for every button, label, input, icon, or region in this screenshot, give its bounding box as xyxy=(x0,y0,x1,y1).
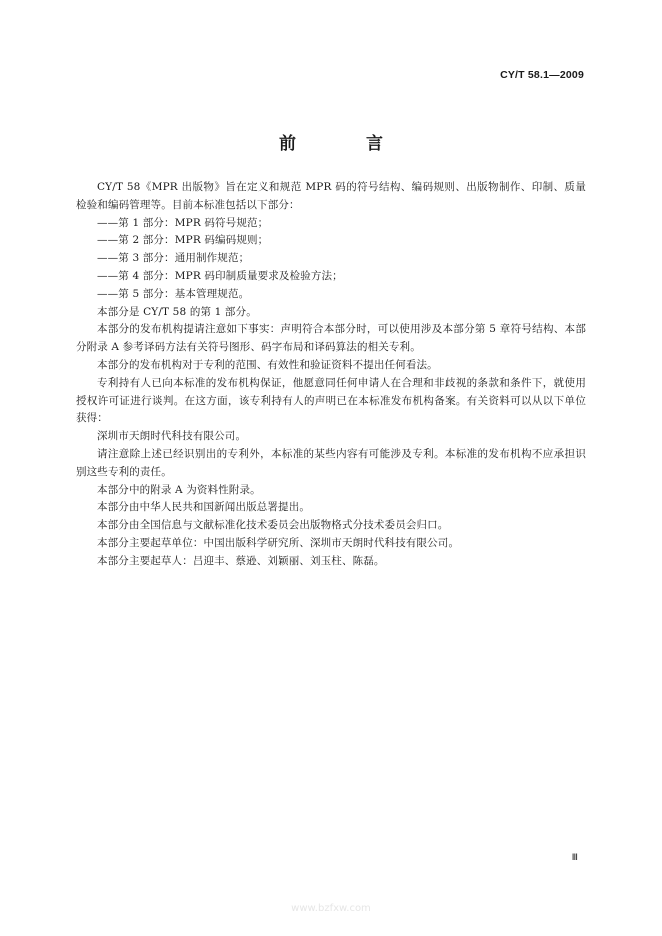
paragraph-drafting-units: 本部分主要起草单位：中国出版科学研究所、深圳市天朗时代科技有限公司。 xyxy=(97,536,460,549)
paragraph-annex: 本部分中的附录 A 为资料性附录。 xyxy=(97,483,261,496)
paragraph-committee: 本部分由全国信息与文献标准化技术委员会出版物格式分技术委员会归口。 xyxy=(97,519,449,532)
list-item-part-2: ——第 2 部分：MPR 码编码规则； xyxy=(97,234,269,247)
paragraph-proposer: 本部分由中华人民共和国新闻出版总署提出。 xyxy=(97,501,310,514)
page-title: 前 言 xyxy=(279,134,415,154)
paragraph-company: 深圳市天朗时代科技有限公司。 xyxy=(97,430,247,443)
watermark-text: www.bzfxw.com xyxy=(291,903,371,914)
list-item-part-3: ——第 3 部分：通用制作规范； xyxy=(97,252,250,265)
paragraph-patent-position: 本部分的发布机构对于专利的范围、有效性和验证资料不提出任何看法。 xyxy=(97,358,438,371)
paragraph-patent-notice: 本部分的发布机构提请注意如下事实：声明符合本部分时，可以使用涉及本部分第 5 章符号结构、本部分附录 A 参考译码方法有关符号图形、码字布局和译码算法的相关专利。 xyxy=(76,323,586,354)
list-item-part-1: ——第 1 部分：MPR 码符号规范； xyxy=(97,216,269,229)
standard-code: CY/T 58.1—2009 xyxy=(500,69,584,81)
list-item-part-4: ——第 4 部分：MPR 码印制质量要求及检验方法； xyxy=(97,269,343,282)
page-number: Ⅲ xyxy=(571,853,578,863)
paragraph-intro: CY/T 58《MPR 出版物》旨在定义和规范 MPR 码的符号结构、编码规则、出版物制作、印制、质量检验和编码管理等。目前本标准包括以下部分： xyxy=(76,181,586,211)
list-item-part-5: ——第 5 部分：基本管理规范。 xyxy=(97,287,250,300)
foreword-body xyxy=(76,179,586,571)
paragraph-drafters: 本部分主要起草人：吕迎丰、蔡逊、刘颖丽、刘玉柱、陈磊。 xyxy=(97,554,385,567)
paragraph-patent-disclaimer: 请注意除上述已经识别出的专利外，本标准的某些内容有可能涉及专利。本标准的发布机构不应承担识别这些专利的责任。 xyxy=(76,447,586,478)
paragraph-part-statement: 本部分是 CY/T 58 的第 1 部分。 xyxy=(97,305,257,318)
paragraph-patent-holder: 专利持有人已向本标准的发布机构保证，他愿意同任何申请人在合理和非歧视的条款和条件下，就使用授权许可证进行谈判。在这方面，该专利持有人的声明已在本标准发布机构备案。有关资料可以从以下单位获得： xyxy=(76,376,586,425)
